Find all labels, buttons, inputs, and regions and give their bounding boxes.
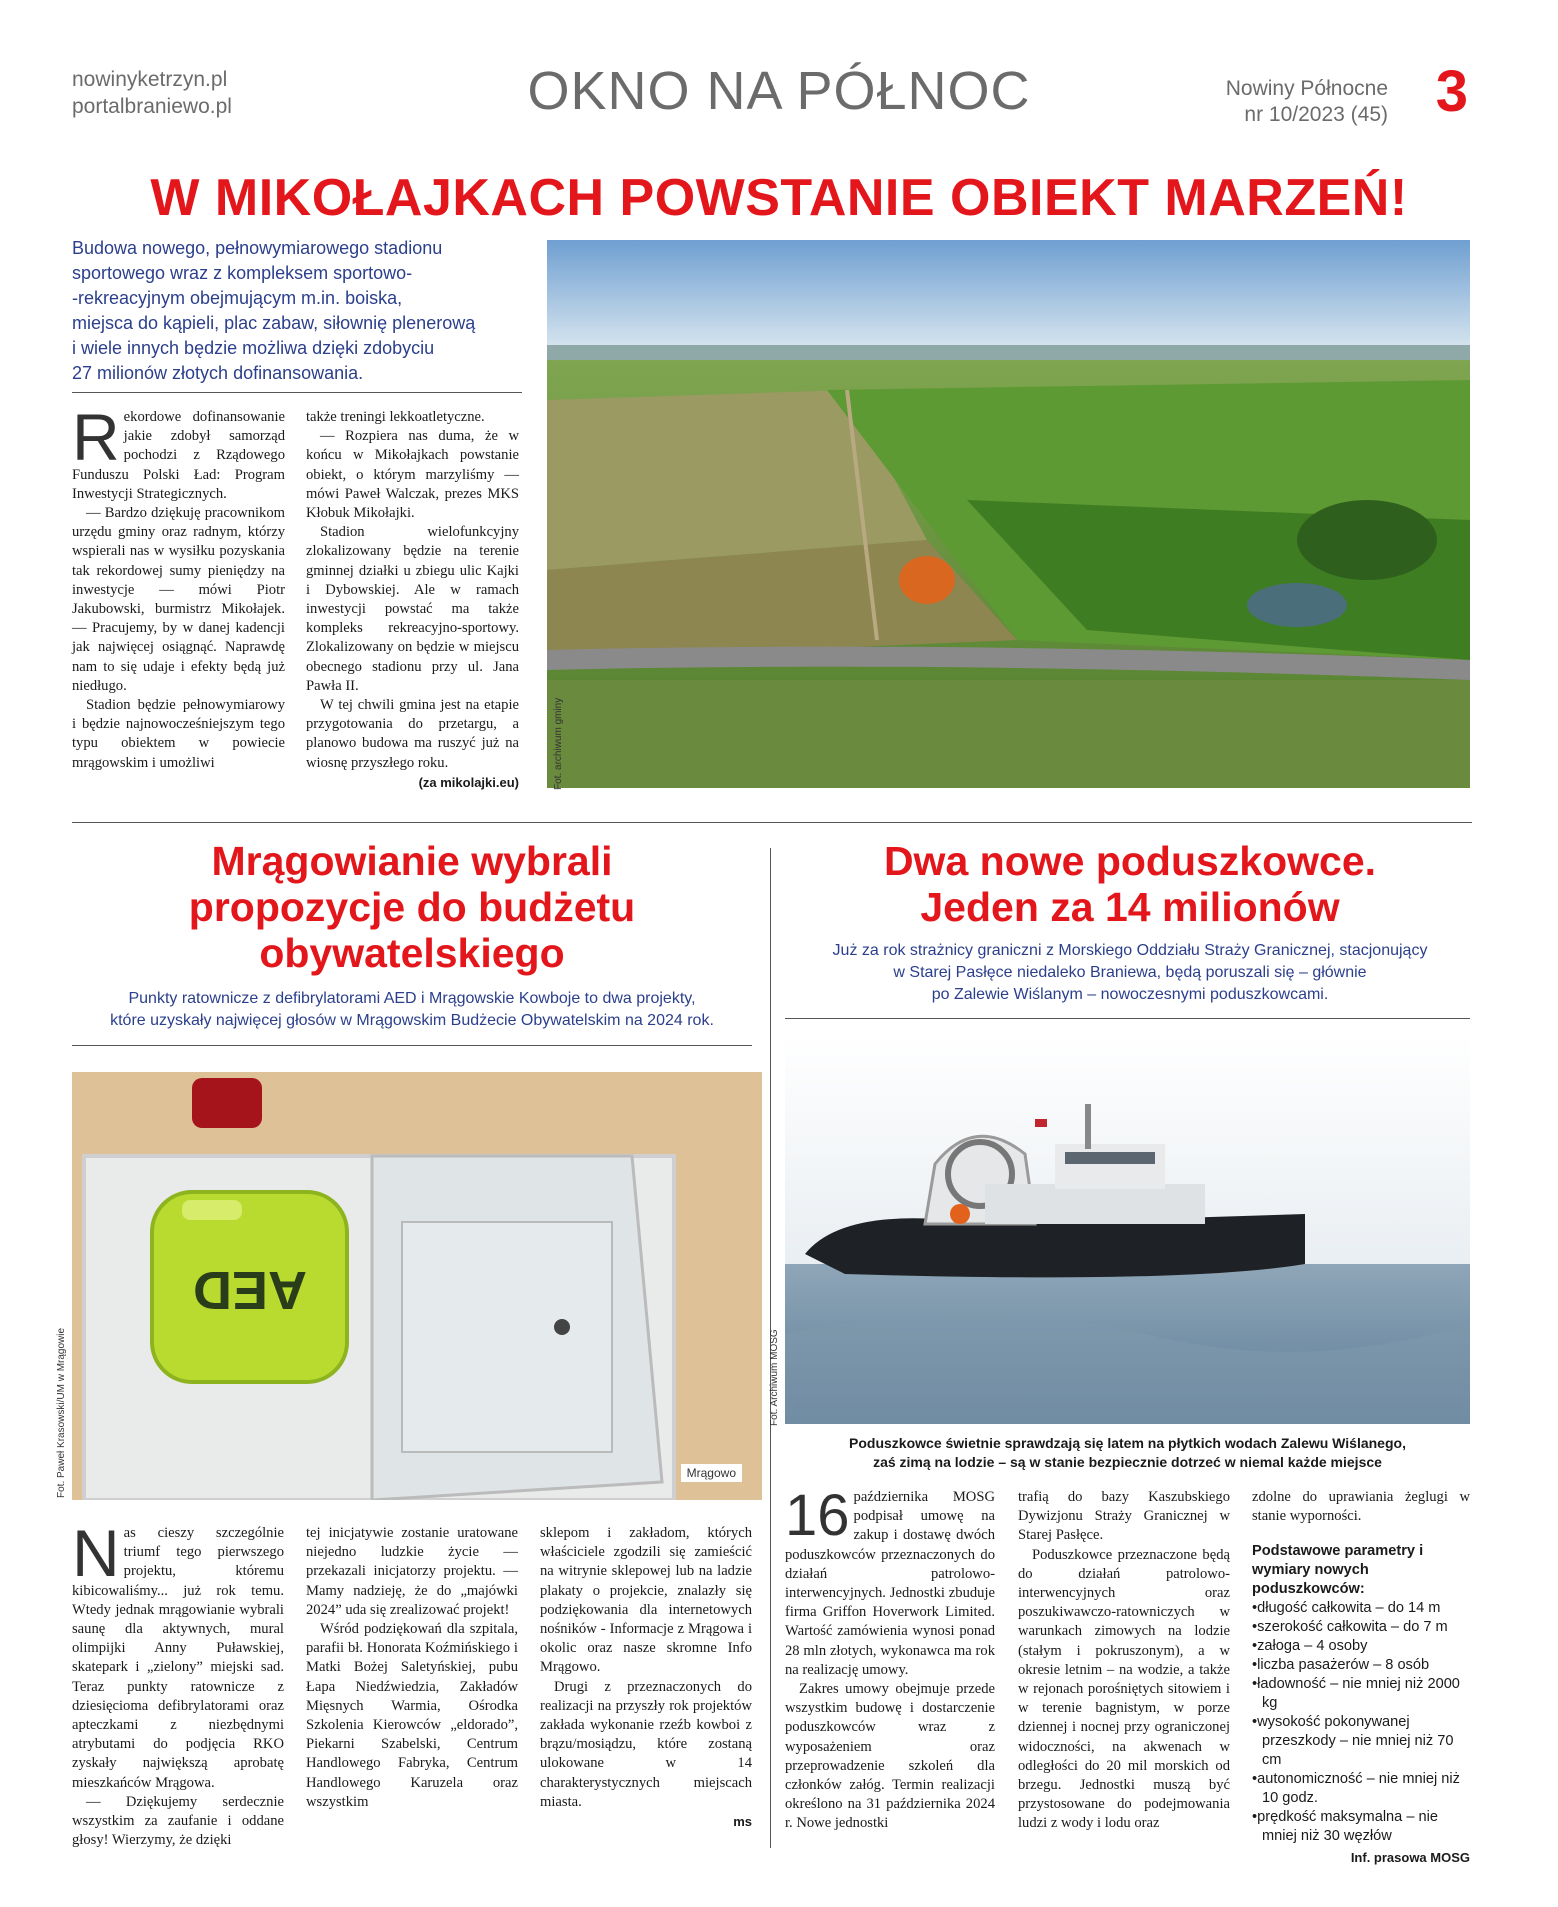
headline-line: propozycje do budżetu	[188, 884, 636, 930]
hovercraft-photo	[785, 1034, 1470, 1424]
article3-lead	[785, 940, 1475, 1006]
list-item: • ładowność – nie mniej niż 2000 kg	[1252, 1675, 1470, 1713]
dropcap: R	[72, 400, 120, 474]
website-link[interactable]: nowinyketrzyn.pl	[72, 68, 228, 91]
article2-column-2	[306, 1524, 518, 1812]
paragraph: Wśród podziękowań dla szpitala, parafii bł. Honorata Koźmińskiego i Matki Bożej Saletyńskiej, pubu Łapa Niedźwiedzia, Zakładów Mięsnych Warmia, Ośrodka Szkolenia Kierowców „eldorado”, Piekarni Szabelski, Centrum Handlowego Fabryka, Centrum Handlowego Karuzela oraz wszystkim	[306, 1621, 518, 1810]
article1-headline: W MIKOŁAJKACH POWSTANIE OBIEKT MARZEŃ!	[150, 169, 1408, 227]
aerial-photo	[547, 240, 1470, 788]
publication-name: Nowiny Północne	[1225, 77, 1388, 100]
website-link[interactable]: portalbraniewo.pl	[72, 95, 232, 118]
headline-line: Jeden za 14 milionów	[920, 884, 1340, 930]
aed-cabinet-image	[72, 1072, 762, 1500]
list-item: • autonomiczność – nie mniej niż 10 godz.	[1252, 1770, 1470, 1808]
lead-line: sportowego wraz z kompleksem sportowo-	[72, 263, 413, 283]
lead-line: miejsca do kąpieli, plac zabaw, siłownię plenerową	[72, 313, 476, 333]
lead-line: i wiele innych będzie możliwa dzięki zdobyciu	[72, 338, 435, 358]
list-item: • załoga – 4 osoby	[1252, 1637, 1470, 1656]
parameters-box	[1252, 1542, 1470, 1867]
paragraph: Drugi z przeznaczonych do realizacji na przyszły rok projektów zakłada wykonanie rzeźb kowboi z brązu/mosiądzu, które zostaną ulokowane w 14 charakterystycznych miejscach miasta.	[540, 1678, 752, 1810]
caption-line: Poduszkowce świetnie sprawdzają się latem na płytkich wodach Zalewu Wiślanego,	[849, 1435, 1406, 1451]
paragraph: as cieszy szczególnie triumf tego pierwszego projektu, któremu kibicowaliśmy... już rok temu. Wtedy jednak mrągowianie wybrali saunę dla aktywnych, mural olimpijki Anny Puławskiej, skatepark i „zielony” miejski sad. Teraz punkty ratownicze z dziesięcioma defibrylatorami oraz apteczkami z niezbędnymi atrybutami do podjęcia RKO zyskały największą aprobatę mieszkańców Mrągowa.	[72, 1525, 284, 1791]
article2-headline	[72, 838, 752, 976]
issue-info	[1226, 76, 1388, 128]
paragraph: Stadion wielofunkcyjny zlokalizowany będzie na terenie gminnej działki u zbiegu ulic Kajki i Dybowskiej. Ale w ramach inwestycji powstać ma także kompleks rekreacyjno-sportowy. Zlokalizowany on będzie w miejscu obecnego stadionu przy ul. Jana Pawła II.	[306, 524, 519, 694]
lead-line: -rekreacyjnym obejmującym m.in. boiska,	[72, 288, 403, 308]
headline-line: Dwa nowe poduszkowce.	[883, 838, 1377, 884]
author-signature: ms	[733, 1814, 752, 1830]
dropcap: 16	[785, 1483, 850, 1548]
page-number: 3	[1435, 59, 1468, 124]
divider	[785, 1018, 1470, 1019]
paragraph: W tej chwili gmina jest na etapie przygotowania do przetargu, a planowo budowa ma ruszyć już na wiosnę przyszłego roku.	[306, 697, 519, 771]
section-title: OKNO NA PÓŁNOC	[527, 61, 1031, 121]
headline-line: Mrągowianie wybrali	[211, 838, 613, 884]
hovercraft-image	[785, 1034, 1470, 1424]
lead-line: po Zalewie Wiślanym – nowoczesnymi poduszkowcami.	[931, 986, 1329, 1003]
divider	[72, 1045, 752, 1046]
source-credit: Inf. prasowa MOSG	[1350, 1850, 1470, 1866]
lead-line: w Starej Pasłęce niedaleko Braniewa, będą poruszali się – głównie	[893, 964, 1367, 981]
list-item: • wysokość pokonywanej przeszkody – nie mniej niż 70 cm	[1252, 1713, 1470, 1770]
lead-line: Już za rok strażnicy graniczni z Morskiego Oddziału Straży Granicznej, stacjonujący	[832, 942, 1428, 959]
paragraph: tej inicjatywie zostanie uratowane niejedno ludzkie życie — przekazali inicjatorzy projektu. — Mamy nadzieję, że do „majówki 2024” uda się zrealizować projekt!	[306, 1525, 518, 1618]
photo-caption	[785, 1434, 1470, 1472]
paragraph: Stadion będzie pełnowymiarowy i będzie najnowocześniejszym tego typu obiektem w powiecie mrągowskim i umożliwi	[72, 697, 285, 771]
caption-line: zaś zimą na lodzie – są w stanie bezpiecznie dotrzeć w niemal każde miejsce	[873, 1454, 1382, 1470]
article2-column-1	[72, 1516, 284, 1850]
article3-column-3	[1252, 1488, 1470, 1867]
paragraph: — Rozpiera nas duma, że w końcu w Mikołajkach powstanie obiekt, o którym marzyliśmy — mówi Paweł Walczak, prezes MKS Kłobuk Mikołajki.	[306, 428, 519, 522]
paragraph: października MOSG podpisał umowę na zakup i dostawę dwóch poduszkowców przeznaczonych do działań patrolowo-interwencyjnych. Jednostki zbuduje firma Griffon Hoverwork Limited. Wartość zamówienia wynosi ponad 28 mln złotych, wykonawca ma rok na realizację umowy.	[785, 1489, 995, 1678]
lead-line: które uzyskały najwięcej głosów w Mrągowskim Budżecie Obywatelskim na 2024 rok.	[110, 1012, 714, 1029]
list-item: • liczba pasażerów – 8 osób	[1252, 1656, 1470, 1675]
article2-column-3	[540, 1524, 752, 1831]
list-item: • szerokość całkowita – do 7 m	[1252, 1618, 1470, 1637]
parameters-heading: Podstawowe parametry i wymiary nowych poduszkowców:	[1252, 1543, 1424, 1598]
article1-column-2	[306, 408, 519, 792]
paragraph: sklepom i zakładom, których właściciele zgodzili się zamieścić na witrynie sklepowej lub na ladzie plakaty o projekcie, znalazły się podziękowania dla internetowych nośników - Informacje z Mrągowa i okolic oraz nasze skromne Info Mrągowo.	[540, 1525, 752, 1676]
paragraph: także treningi lekkoatletyczne.	[306, 409, 485, 425]
lead-line: Budowa nowego, pełnowymiarowego stadionu	[72, 238, 443, 258]
article2-lead	[72, 988, 752, 1032]
aed-photo	[72, 1072, 762, 1500]
section-divider	[72, 822, 1472, 823]
dropcap: N	[72, 1516, 120, 1590]
issue-number: nr 10/2023 (45)	[1244, 103, 1388, 126]
article3-column-2	[1018, 1488, 1230, 1834]
divider	[72, 392, 522, 393]
paragraph: Poduszkowce przeznaczone będą do działań patrolowo-interwencyjnych oraz poszukiwawczo-ratowniczych w warunkach zimowych na lodzie (stałym i pokruszonym), a w okresie letnim – na wodzie, a także w rejonach porośniętych sitowiem i w terenie bagnistym, w porze dziennej i nocnej przy ograniczonej widoczności, na akwenach w odległości do 20 mil morskich od brzegu. Jednostki muszą być przystosowane do podejmowania ludzi z wody i lodu oraz	[1018, 1546, 1230, 1832]
photo-credit: Fot. Archiwum MOSG	[769, 1329, 780, 1426]
paragraph: — Dziękujemy serdecznie wszystkim za zaufanie i oddane głosy! Wierzymy, że dzięki	[72, 1793, 284, 1849]
aerial-landscape-image	[547, 240, 1470, 788]
source-credit: (za mikolajki.eu)	[418, 774, 519, 790]
paragraph: trafią do bazy Kaszubskiego Dywizjonu Straży Granicznej w Starej Pasłęce.	[1018, 1489, 1230, 1544]
lead-line: 27 milionów złotych dofinansowania.	[72, 363, 364, 383]
parameters-list	[1252, 1599, 1470, 1846]
aed-label: AED	[192, 1260, 308, 1320]
paragraph: Zakres umowy obejmuje przede wszystkim budowę i dostarczenie poduszkowców wraz z wyposażeniem oraz przeprowadzenie szkoleń dla członków załóg. Termin realizacji określono na 31 października 2024 r. Nowe jednostki	[785, 1681, 995, 1832]
paragraph: ekordowe dofinansowanie jakie zdobył samorząd pochodzi z Rządowego Funduszu Polski Ład: Program Inwestycji Strategicznych.	[72, 409, 285, 502]
article3-column-1	[785, 1483, 995, 1834]
article1-lead	[72, 236, 532, 386]
list-item: • długość całkowita – do 14 m	[1252, 1599, 1470, 1618]
headline-line: obywatelskiego	[259, 930, 565, 976]
paragraph: zdolne do uprawiania żeglugi w stanie wyporności.	[1252, 1489, 1470, 1525]
lead-line: Punkty ratownicze z defibrylatorami AED i Mrągowskie Kowboje to dwa projekty,	[128, 990, 696, 1007]
paragraph: — Bardzo dziękuję pracownikom urzędu gminy oraz radnym, którzy wspierali nas w wysiłku pozyskania tak rekordowej sumy pieniędzy na inwestycje — mówi Piotr Jakubowski, burmistrz Mikołajek. — Pracujemy, by w danej kadencji jak najwięcej osiągnąć. Naprawdę nam to się udaje i efekty będą już niedługo.	[72, 505, 285, 694]
watermark-logo: Mrągowo	[681, 1464, 742, 1482]
article3-headline	[785, 838, 1475, 930]
photo-credit: Fot. archiwum gminy	[553, 697, 564, 790]
list-item: • prędkość maksymalna – nie mniej niż 30 węzłów	[1252, 1808, 1470, 1846]
article1-column-1	[72, 400, 285, 773]
photo-credit: Fot. Paweł Krasowski/UM w Mrągowie	[56, 1327, 67, 1498]
